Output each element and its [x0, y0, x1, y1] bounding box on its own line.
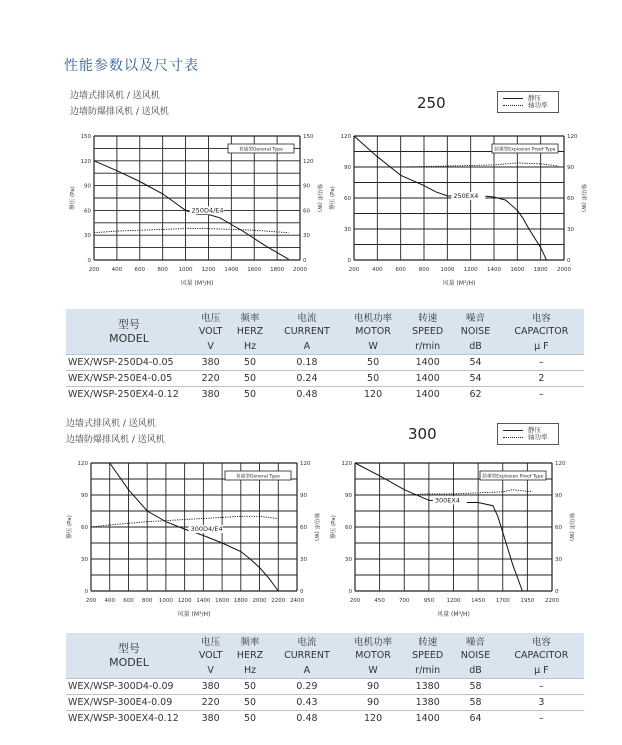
y-tick-label-left: 30: [345, 557, 352, 563]
cell-motor: 50: [343, 355, 403, 371]
x-tick-label: 2400: [290, 598, 304, 604]
unit-frequency: Hz: [229, 663, 271, 679]
header-speed-en: SPEED: [403, 648, 452, 663]
table-row: [66, 679, 584, 695]
y-tick-label-right: 90: [555, 493, 562, 499]
y-tick-label-right: 0: [555, 589, 559, 595]
x-tick-label: 1400: [224, 267, 239, 273]
legend-dotted-line: [503, 105, 523, 106]
cell-capacitor: –: [499, 711, 584, 727]
cell-capacitor: –: [499, 679, 584, 695]
x-tick-label: 2200: [271, 598, 286, 604]
section-subtitle-1: 边墙式排风机 / 送风机: [70, 91, 160, 101]
x-tick-label: 700: [399, 598, 410, 604]
legend-power-label: 轴功率: [528, 101, 548, 109]
curve-label: 250D4/E4: [191, 206, 224, 215]
y-tick-label-left: 30: [344, 227, 351, 233]
x-tick-label: 600: [395, 267, 406, 273]
y-tick-label-right: 150: [303, 134, 314, 140]
model-header: [66, 633, 192, 679]
y-tick-label-right: 60: [300, 525, 307, 531]
model-header-cn: 型号: [118, 317, 140, 331]
header-speed-cn: 转速: [403, 309, 452, 324]
y-tick-label-right: 0: [567, 258, 571, 264]
cell-frequency: 50: [229, 355, 271, 371]
y-tick-label-left: 30: [84, 233, 91, 240]
shaft-power-line: [354, 163, 558, 167]
x-tick-label: 400: [111, 267, 123, 273]
x-axis-label: 风量 (M³/H): [177, 611, 211, 618]
x-tick-label: 1950: [520, 598, 535, 604]
cell-speed: 1400: [403, 371, 452, 387]
y-axis-label-right: 轴功率 (W): [313, 513, 319, 541]
y-tick-label-right: 120: [567, 134, 578, 140]
y-tick-label-right: 90: [567, 165, 574, 171]
unit-current: A: [271, 663, 343, 679]
y-tick-label-left: 0: [347, 258, 351, 264]
y-tick-label-left: 120: [77, 461, 88, 467]
cell-motor: 90: [343, 695, 403, 711]
legend-power-label: 轴功率: [528, 433, 548, 441]
x-tick-label: 1200: [446, 598, 461, 604]
table-row: [66, 371, 584, 387]
x-tick-label: 1400: [196, 598, 211, 604]
cell-capacitor: –: [499, 355, 584, 371]
unit-capacitor: μ F: [499, 663, 584, 679]
x-tick-label: 200: [348, 267, 360, 273]
x-axis-label: 风量 (M³/H): [442, 280, 476, 287]
y-tick-label-left: 60: [344, 196, 351, 202]
cell-current: 0.18: [271, 355, 343, 371]
curve-label: 300D4/E4: [190, 525, 223, 534]
header-voltage-cn: 电压: [192, 309, 229, 324]
unit-noise: dB: [452, 339, 499, 355]
y-tick-label-left: 120: [340, 134, 351, 140]
header-frequency-cn: 频率: [229, 309, 271, 324]
header-voltage-en: VOLT: [192, 648, 229, 663]
y-tick-label-right: 30: [303, 233, 310, 240]
model-number: 250: [417, 94, 446, 112]
header-capacitor-cn: 电容: [499, 309, 584, 324]
y-tick-label-right: 0: [300, 589, 304, 595]
model-header: [66, 309, 192, 355]
x-axis-label: 风量 (M³/H): [180, 280, 214, 287]
section-subtitle-2: 边墙防爆排风机 / 送风机: [70, 107, 169, 117]
y-tick-label-left: 60: [81, 525, 88, 531]
y-tick-label-right: 30: [300, 557, 307, 563]
y-tick-label-right: 120: [300, 461, 311, 467]
y-tick-label-left: 150: [80, 134, 91, 140]
unit-motor: W: [343, 339, 403, 355]
y-tick-label-right: 90: [303, 183, 310, 190]
header-motor-cn: 电机功率: [343, 309, 403, 324]
cell-noise: 54: [452, 371, 499, 387]
x-tick-label: 400: [104, 598, 115, 604]
x-tick-label: 2000: [557, 267, 571, 273]
cell-frequency: 50: [229, 679, 271, 695]
x-tick-label: 200: [85, 598, 97, 604]
x-tick-label: 1200: [177, 598, 192, 604]
cell-motor: 50: [343, 371, 403, 387]
header-noise-cn: 噪音: [452, 633, 499, 648]
cell-current: 0.43: [271, 695, 343, 711]
cell-noise: 58: [452, 679, 499, 695]
header-capacitor-cn: 电容: [499, 633, 584, 648]
section-subtitle-2: 边墙防爆排风机 / 送风机: [66, 435, 165, 445]
spec-table-300: [66, 633, 584, 726]
header-frequency-en: HERZ: [229, 648, 271, 663]
x-tick-label: 400: [372, 267, 383, 273]
x-tick-label: 200: [88, 267, 100, 273]
header-motor-cn: 电机功率: [343, 633, 403, 648]
y-axis-label-left: 静压 (Pa): [67, 515, 73, 539]
x-tick-label: 2200: [545, 598, 559, 604]
y-axis-label-left: 静压 (Pa): [70, 186, 76, 210]
unit-voltage: V: [192, 663, 229, 679]
legend-dotted-line: [503, 437, 523, 438]
y-axis-label-right: 轴功率 (W): [316, 184, 322, 212]
cell-motor: 90: [343, 679, 403, 695]
y-tick-label-right: 120: [303, 158, 314, 165]
cell-capacitor: 2: [499, 371, 584, 387]
x-tick-label: 1200: [201, 267, 216, 273]
y-axis-label-right: 轴功率 (W): [568, 513, 574, 541]
x-tick-label: 1800: [270, 267, 285, 273]
cell-voltage: 380: [192, 711, 229, 727]
y-tick-label-left: 120: [341, 461, 352, 467]
y-tick-label-left: 0: [84, 589, 88, 595]
x-tick-label: 1600: [247, 267, 262, 273]
header-current-en: CURRENT: [271, 324, 343, 339]
header-noise-cn: 噪音: [452, 309, 499, 324]
cell-current: 0.29: [271, 679, 343, 695]
x-tick-label: 1000: [178, 267, 193, 273]
x-tick-label: 1450: [471, 598, 486, 604]
y-tick-label-right: 120: [555, 461, 566, 467]
cell-noise: 54: [452, 355, 499, 371]
cell-model: WEX/WSP-300D4-0.09: [66, 679, 192, 695]
curve-label: 300EX4: [434, 496, 460, 505]
x-tick-label: 950: [423, 598, 435, 604]
cell-speed: 1400: [403, 387, 452, 403]
cell-model: WEX/WSP-300E4-0.09: [66, 695, 192, 711]
x-axis-label: 风量 (M³/H): [437, 611, 470, 618]
cell-speed: 1400: [403, 711, 452, 727]
y-tick-label-left: 90: [84, 183, 91, 190]
y-tick-label-right: 0: [303, 258, 307, 264]
unit-frequency: Hz: [229, 339, 271, 355]
curve-label: 250EX4: [453, 191, 479, 200]
x-tick-label: 1200: [463, 267, 478, 273]
table-row: [66, 355, 584, 371]
x-tick-label: 800: [157, 267, 168, 273]
cell-current: 0.48: [271, 711, 343, 727]
legend-static-label: 静压: [528, 426, 541, 434]
y-tick-label-right: 30: [555, 557, 562, 563]
spec-table-250: [66, 309, 584, 402]
table-row: [66, 695, 584, 711]
cell-model: WEX/WSP-250E4-0.05: [66, 371, 192, 387]
shaft-power-line: [355, 490, 532, 495]
header-capacitor-en: CAPACITOR: [499, 324, 584, 339]
y-tick-label-left: 90: [344, 165, 351, 171]
y-tick-label-right: 30: [567, 227, 574, 233]
x-tick-label: 1600: [215, 598, 230, 604]
performance-chart-250-general: [60, 128, 325, 298]
y-tick-label-left: 60: [84, 208, 91, 215]
header-noise-en: NOISE: [452, 648, 499, 663]
x-tick-label: 1000: [440, 267, 455, 273]
cell-speed: 1380: [403, 679, 452, 695]
y-axis-label-left: 静压 (Pa): [331, 515, 337, 539]
header-current-cn: 电流: [271, 309, 343, 324]
unit-voltage: V: [192, 339, 229, 355]
cell-voltage: 380: [192, 387, 229, 403]
header-speed-en: SPEED: [403, 324, 452, 339]
y-axis-label-right: 轴功率 (W): [580, 184, 586, 212]
header-frequency-en: HERZ: [229, 324, 271, 339]
legend-solid-line: [503, 98, 523, 99]
unit-speed: r/min: [403, 339, 452, 355]
x-tick-label: 1800: [233, 598, 248, 604]
unit-motor: W: [343, 663, 403, 679]
cell-noise: 58: [452, 695, 499, 711]
cell-frequency: 50: [229, 711, 271, 727]
x-tick-label: 1700: [495, 598, 510, 604]
header-current-cn: 电流: [271, 633, 343, 648]
y-axis-label-left: 静压 (Pa): [330, 186, 336, 210]
header-motor-en: MOTOR: [343, 648, 403, 663]
cell-capacitor: –: [499, 387, 584, 403]
model-header-en: MODEL: [109, 655, 149, 669]
cell-frequency: 50: [229, 387, 271, 403]
unit-noise: dB: [452, 663, 499, 679]
cell-voltage: 220: [192, 695, 229, 711]
header-noise-en: NOISE: [452, 324, 499, 339]
x-tick-label: 200: [349, 598, 361, 604]
y-tick-label-right: 60: [567, 196, 574, 202]
page-title: 性能参数以及尺寸表: [64, 58, 199, 74]
x-tick-label: 1400: [487, 267, 501, 273]
table-row: [66, 711, 584, 727]
model-number: 300: [408, 425, 437, 443]
cell-noise: 64: [452, 711, 499, 727]
header-speed-cn: 转速: [403, 633, 452, 648]
y-tick-label-left: 0: [87, 258, 91, 264]
x-tick-label: 800: [141, 598, 153, 604]
header-current-en: CURRENT: [271, 648, 343, 663]
unit-speed: r/min: [403, 663, 452, 679]
y-tick-label-right: 60: [303, 208, 310, 215]
cell-voltage: 380: [192, 355, 229, 371]
x-tick-label: 1800: [533, 267, 548, 273]
y-tick-label-right: 90: [300, 493, 307, 499]
legend-solid-line: [503, 430, 523, 431]
cell-frequency: 50: [229, 695, 271, 711]
performance-chart-250-explosion-proof: [325, 128, 595, 298]
model-header-cn: 型号: [118, 641, 140, 655]
legend-static-label: 静压: [528, 94, 541, 102]
y-tick-label-left: 120: [80, 158, 91, 165]
section-subtitle-1: 边墙式排风机 / 送风机: [66, 419, 156, 429]
cell-motor: 120: [343, 387, 403, 403]
chart-type-label: 防爆型Explosion Proof Type: [482, 474, 544, 480]
chart-type-label: 普通型General Type: [236, 474, 280, 480]
unit-capacitor: μ F: [499, 339, 584, 355]
cell-noise: 62: [452, 387, 499, 403]
x-tick-label: 450: [374, 598, 385, 604]
cell-current: 0.48: [271, 387, 343, 403]
header-voltage-cn: 电压: [192, 633, 229, 648]
header-motor-en: MOTOR: [343, 324, 403, 339]
chart-legend: [497, 423, 559, 445]
cell-speed: 1380: [403, 695, 452, 711]
chart-legend: [497, 91, 559, 113]
y-tick-label-left: 90: [81, 493, 88, 499]
cell-motor: 120: [343, 711, 403, 727]
cell-model: WEX/WSP-250EX4-0.12: [66, 387, 192, 403]
shaft-power-line: [94, 229, 289, 233]
y-tick-label-left: 60: [345, 525, 352, 531]
unit-current: A: [271, 339, 343, 355]
cell-voltage: 380: [192, 679, 229, 695]
chart-type-label: 防爆型Explosion Proof Type: [494, 147, 556, 153]
header-voltage-en: VOLT: [192, 324, 229, 339]
performance-chart-300-explosion-proof: [325, 456, 595, 626]
header-frequency-cn: 频率: [229, 633, 271, 648]
cell-capacitor: 3: [499, 695, 584, 711]
y-tick-label-left: 90: [345, 493, 352, 499]
cell-voltage: 220: [192, 371, 229, 387]
y-tick-label-left: 30: [81, 557, 88, 563]
x-tick-label: 600: [123, 598, 134, 604]
x-tick-label: 1600: [510, 267, 525, 273]
y-tick-label-left: 0: [348, 589, 352, 595]
chart-type-label: 普通型General Type: [239, 147, 283, 153]
table-row: [66, 387, 584, 403]
cell-frequency: 50: [229, 371, 271, 387]
cell-model: WEX/WSP-250D4-0.05: [66, 355, 192, 371]
cell-current: 0.24: [271, 371, 343, 387]
performance-chart-300-general: [60, 456, 325, 626]
cell-model: WEX/WSP-300EX4-0.12: [66, 711, 192, 727]
y-tick-label-right: 60: [555, 525, 562, 531]
model-header-en: MODEL: [109, 331, 149, 345]
x-tick-label: 2000: [252, 598, 267, 604]
header-capacitor-en: CAPACITOR: [499, 648, 584, 663]
x-tick-label: 2000: [293, 267, 307, 273]
x-tick-label: 800: [418, 267, 430, 273]
cell-speed: 1400: [403, 355, 452, 371]
x-tick-label: 1000: [158, 598, 173, 604]
x-tick-label: 600: [134, 267, 146, 273]
